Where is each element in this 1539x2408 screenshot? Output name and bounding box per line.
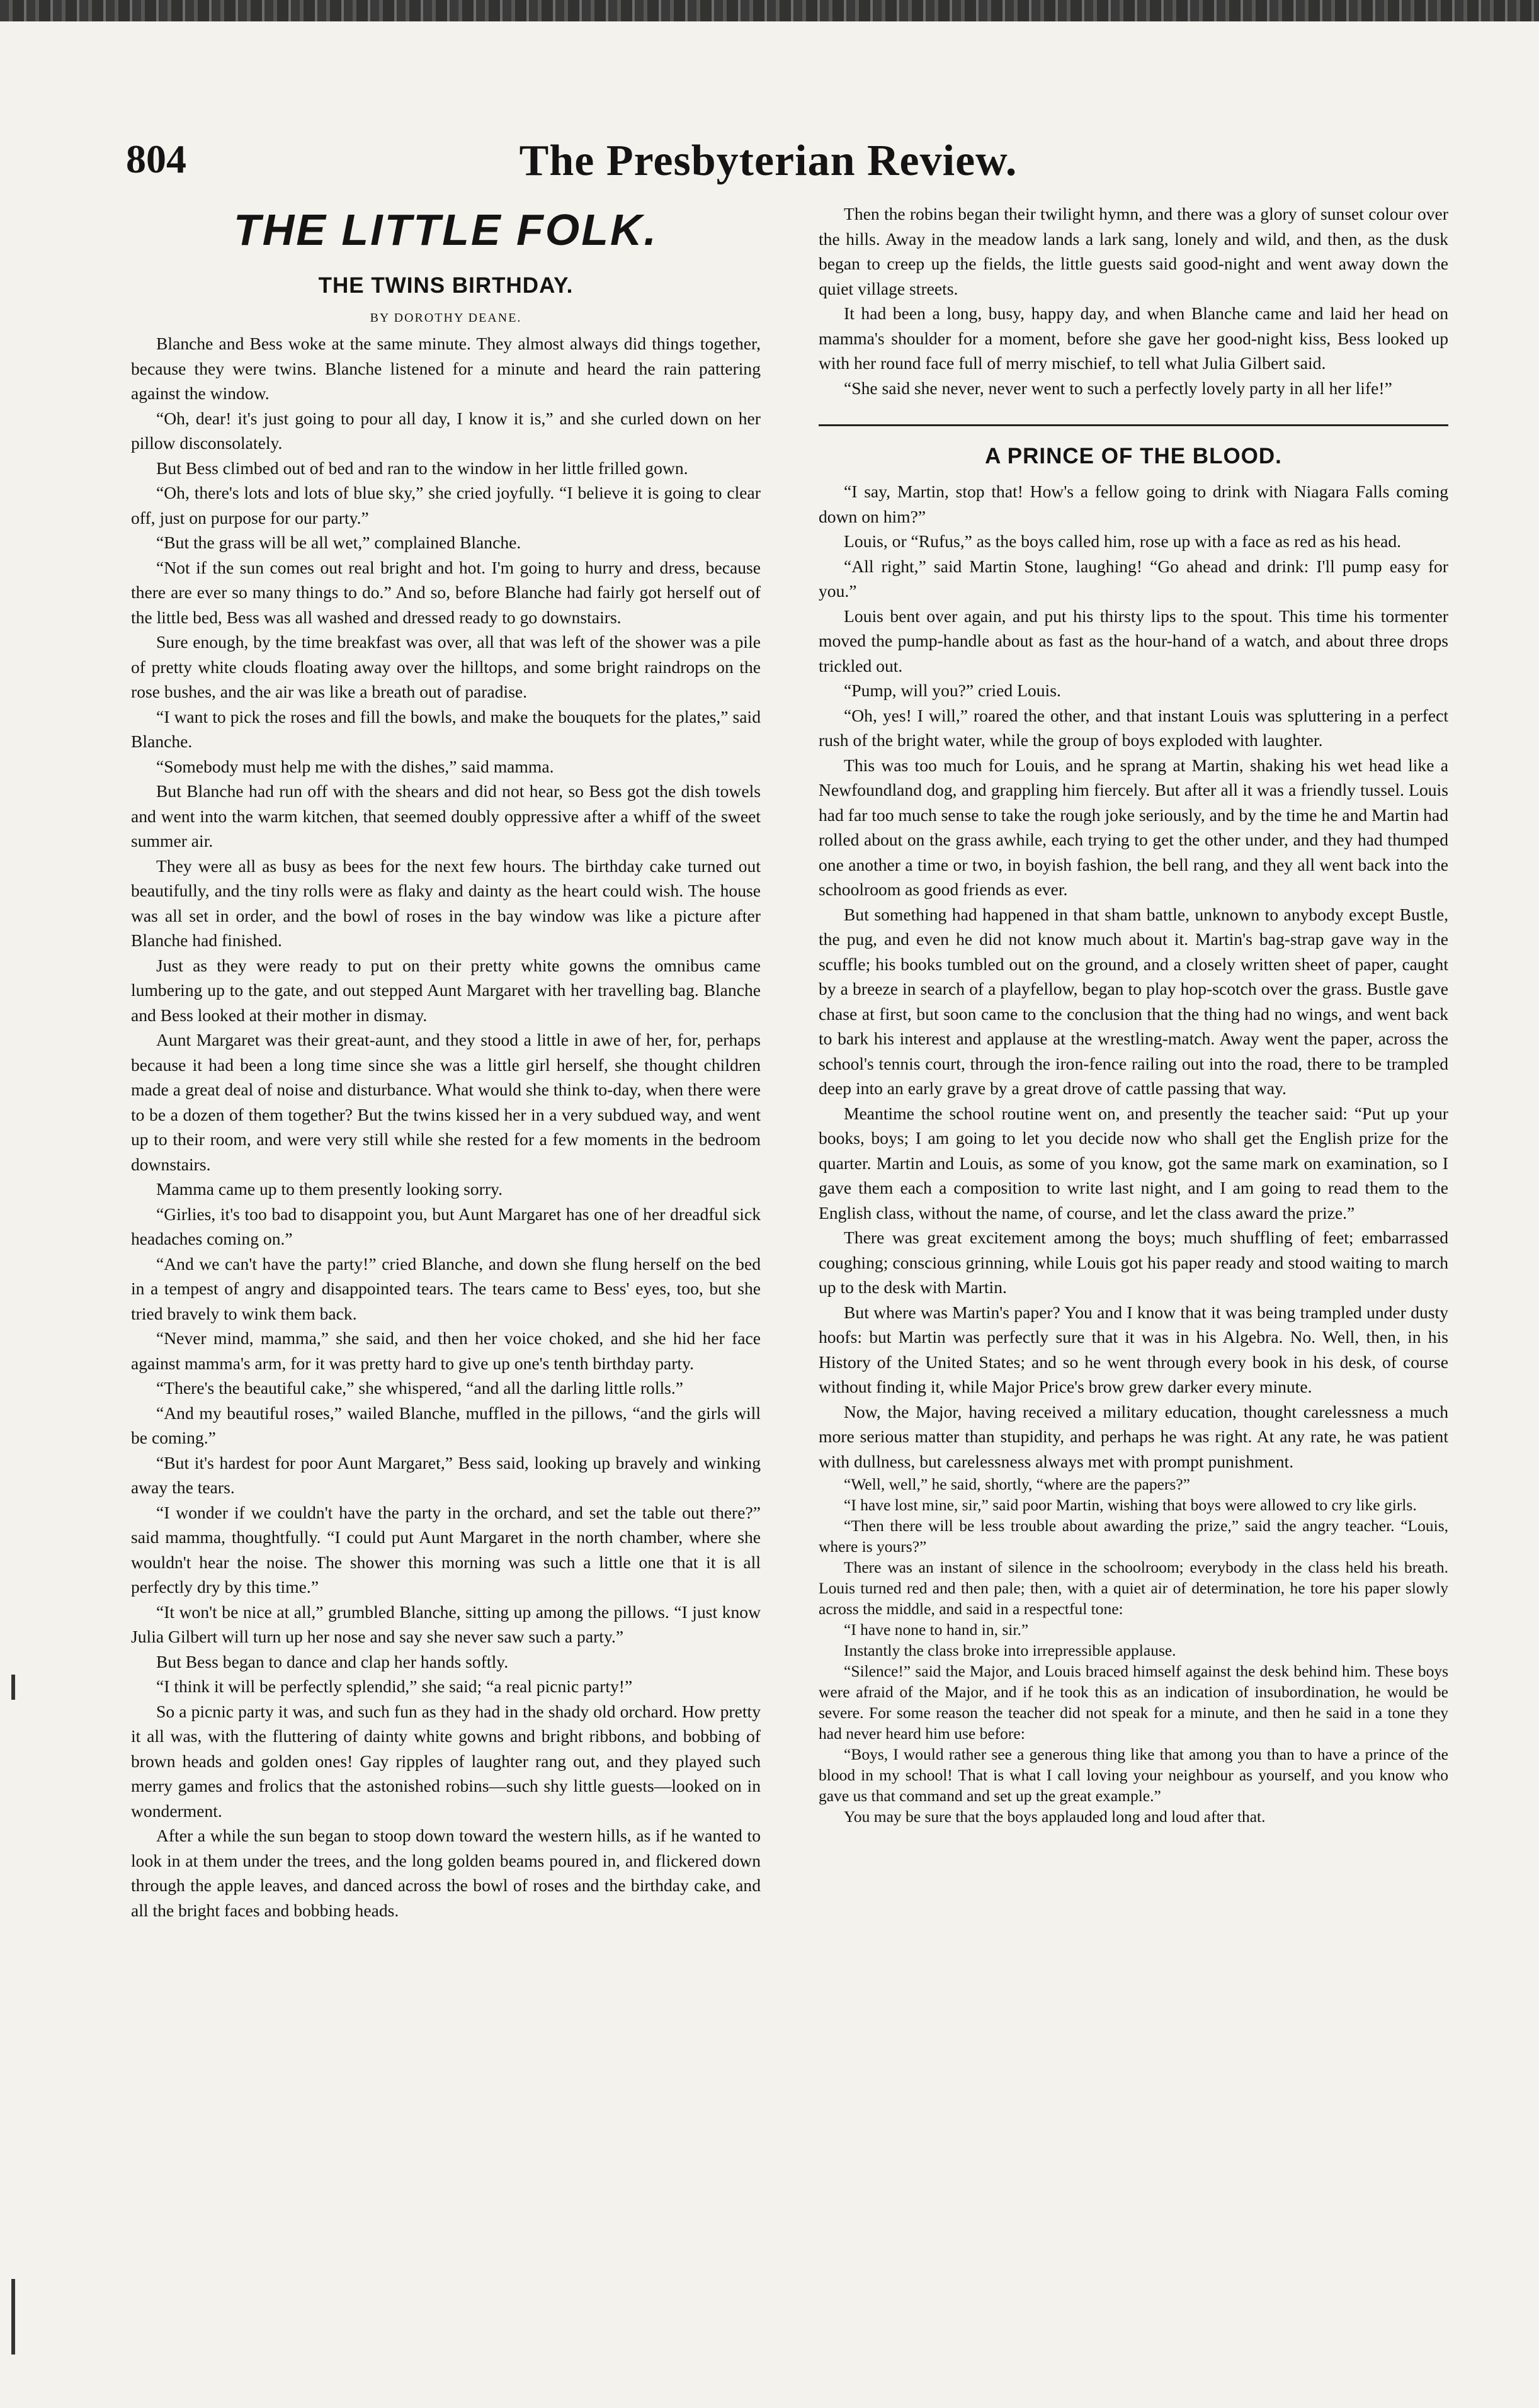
paragraph: “Well, well,” he said, shortly, “where are the papers?” [844,1475,1190,1493]
story-title: THE TWINS BIRTHDAY. [318,273,574,298]
scan-top-edge [0,0,1539,21]
right-column [819,201,1448,1827]
paragraph: You may be sure that the boys applauded long and loud after that. [844,1807,1266,1826]
paragraph: Mamma came up to them presently looking sorry. [156,1179,503,1199]
paragraph: But Bess climbed out of bed and ran to the window in her little frilled gown. [156,458,688,478]
paragraph: Just as they were ready to put on their pretty white gowns the omnibus came lumbering up to the gate, and out stepped Aunt Margaret with her travelling bag. Blanche and Bess looked at their mother in dismay. [131,955,761,1025]
paragraph: Meantime the school routine went on, and presently the teacher said: “Put up your books, boys; I am going to let you decide now who shall get the English prize for the quarter. Martin and Louis, as some of you know, got the same mark on examination, so I gave them each a composition to write last night, and I am going to read them to the English class, without the name, of course, and let the class award the prize.” [819,1103,1448,1223]
paragraph: But where was Martin's paper? You and I know that it was being trampled under dusty hoofs: but Martin was perfectly sure that it was in his Algebra. No. Well, then, in his History of the United States; and so he went through every book in his desk, of course without finding it, while Major Price's brow grew darker every minute. [819,1302,1448,1396]
story-title: A PRINCE OF THE BLOOD. [985,444,1282,468]
paragraph: “I have none to hand in, sir.” [844,1620,1029,1639]
paragraph: So a picnic party it was, and such fun as they had in the shady old orchard. How pretty it all was, with the fluttering of dainty white gowns and bright ribbons, and bobbing of brown heads and golden ones! Gay ripples of laughter rang out, and they played such merry games and frolics that the astonished robins—such shy little guests—looked on in wonderment. [131,1701,761,1821]
paragraph: Louis bent over again, and put his thirsty lips to the spout. This time his tormenter moved the pump-handle about as fast as the hour-hand of a watch, and about three drops trickled out. [819,606,1448,675]
paragraph: “And my beautiful roses,” wailed Blanche, muffled in the pillows, “and the girls will be coming.” [131,1403,761,1447]
paragraph: “All right,” said Martin Stone, laughing! “Go ahead and drink: I'll pump easy for you.” [819,556,1448,601]
paragraph: “But it's hardest for poor Aunt Margaret,” Bess said, looking up bravely and winking away the tears. [131,1452,761,1497]
paragraph: Then the robins began their twilight hymn, and there was a glory of sunset colour over the hills. Away in the meadow lands a lark sang, lonely and wild, and then, as the dusk began to creep up the fields, the little guests said good-night and went away down the quiet village streets. [819,204,1448,298]
paragraph: “I wonder if we couldn't have the party in the orchard, and set the table out there?” said mamma, thoughtfully. “I could put Aunt Margaret in the north chamber, where she wouldn't hear the noise. The shower this morning was such a little one that it is all perfectly dry by this time.” [131,1502,761,1597]
paragraph: Instantly the class broke into irrepressible applause. [844,1641,1176,1659]
paragraph: “Never mind, mamma,” she said, and then her voice choked, and she hid her face against mamma's arm, for it was pretty hard to give up one's tenth birthday party. [131,1328,761,1373]
paragraph: “Then there will be less trouble about awarding the prize,” said the angry teacher. “Louis, where is yours?” [819,1517,1448,1556]
paragraph: “Oh, dear! it's just going to pour all day, I know it is,” and she curled down on her pillow disconsolately. [131,408,761,453]
paragraph: “Silence!” said the Major, and Louis braced himself against the desk behind him. These boys were afraid of the Major, and if he took this as an indication of insubordination, he would be severe. For some reason the teacher did not speak for a minute, and then he said in a tone they had never heard him use before: [819,1662,1448,1743]
section-title: THE LITTLE FOLK. [233,205,659,254]
paragraph: Now, the Major, having received a military education, thought carelessness a much more serious matter than stupidity, and perhaps he was right. At any rate, he was patient with dullness, but carelessness always met with prompt punishment. [819,1401,1448,1471]
paragraph: This was too much for Louis, and he sprang at Martin, shaking his wet head like a Newfoundland dog, and grappling him fiercely. But after all it was a friendly tussel. Louis had far too much sense to take the rough joke seriously, and by the time he and Martin had rolled about on the grass awhile, each trying to get the other under, and they had thumped one another a time or two, in boyish fashion, the bell rang, and they all went back into the schoolroom as good friends as ever. [819,755,1448,899]
paragraph: “It won't be nice at all,” grumbled Blanche, sitting up among the pillows. “I just know Julia Gilbert will turn up her nose and say she never saw such a party.” [131,1602,761,1646]
byline: BY DOROTHY DEANE. [370,311,522,325]
paragraph: “I have lost mine, sir,” said poor Martin, wishing that boys were allowed to cry like girls. [844,1496,1417,1514]
scan-margin-mark [11,1675,15,1700]
paragraph: They were all as busy as bees for the next few hours. The birthday cake turned out beautifully, and the tiny rolls were as flaky and dainty as the heart could wish. The house was all set in order, and the bowl of roses in the bay window was like a picture after Blanche had finished. [131,856,761,950]
paragraph: Aunt Margaret was their great-aunt, and they stood a little in awe of her, for, perhaps because it had been a long time since she was a little girl herself, she thought children made a great deal of noise and disturbance. What would she think to-day, when there were to be a dozen of them together? But the twins kissed her in a very subdued way, and went up to their room, and were very still while she rested for a few moments in the bedroom downstairs. [131,1030,761,1174]
paragraph: But Bess began to dance and clap her hands softly. [156,1651,509,1671]
paragraph: “Oh, yes! I will,” roared the other, and that instant Louis was spluttering in a perfect rush of the bright water, while the group of boys exploded with laughter. [819,705,1448,750]
paragraph: “Oh, there's lots and lots of blue sky,” she cried joyfully. “I believe it is going to clear off, just on purpose for our party.” [131,483,761,528]
paragraph: “But the grass will be all wet,” complained Blanche. [156,533,521,552]
paragraph: “She said she never, never went to such a perfectly lovely party in all her life!” [844,378,1392,398]
paragraph: But Blanche had run off with the shears and did not hear, so Bess got the dish towels and went into the warm kitchen, that seemed doubly oppressive after a whiff of the sweet summer air. [131,781,761,851]
paragraph: It had been a long, busy, happy day, and when Blanche came and laid her head on mamma's shoulder for a moment, before she gave her good-night kiss, Bess looked up with her round face full of merry mischief, to tell what Julia Gilbert said. [819,303,1448,373]
paragraph: “Girlies, it's too bad to disappoint you, but Aunt Margaret has one of her dreadful sick headaches coming on.” [131,1204,761,1248]
paragraph: “Not if the sun comes out real bright and hot. I'm going to hurry and dress, because there are ever so many things to do.” And so, before Blanche had fairly got herself out of the little bed, Bess was all washed and dressed ready to go downstairs. [131,557,761,627]
paragraph: There was an instant of silence in the schoolroom; everybody in the class held his breath. Louis turned red and then pale; then, with a quiet air of determination, he tore his paper slowly across the middle, and said in a respectful tone: [819,1558,1448,1618]
journal-title: The Presbyterian Review. [519,137,1018,185]
paragraph: “There's the beautiful cake,” she whispered, “and all the darling little rolls.” [156,1378,684,1398]
paragraph: There was great excitement among the boys; much shuffling of feet; embarrassed coughing; conscious grinning, while Louis got his paper ready and stood waiting to march up to the desk with Martin. [819,1228,1448,1297]
paragraph: “Boys, I would rather see a generous thing like that among you than to have a prince of the blood in my school! That is what I call loving your neighbour as yourself, and you know who gave us that command and set up the great example.” [819,1745,1448,1805]
paragraph: “I say, Martin, stop that! How's a fellow going to drink with Niagara Falls coming down on him?” [819,482,1448,526]
paragraph: “Pump, will you?” cried Louis. [844,681,1061,700]
scan-margin-mark [11,2279,15,2354]
paragraph: “I want to pick the roses and fill the bowls, and make the bouquets for the plates,” said Blanche. [131,706,761,751]
page-header [126,136,1411,205]
paragraph: Blanche and Bess woke at the same minute. They almost always did things together, because they were twins. Blanche listened for a minute and heard the rain pattering against the window. [131,334,761,403]
paragraph: “Somebody must help me with the dishes,” said mamma. [156,756,554,776]
paragraph: But something had happened in that sham battle, unknown to anybody except Bustle, the pug, and even he did not know much about it. Martin's bag-strap gave way in the scuffle; his books tumbled out on the ground, and a closely written sheet of paper, caught by a breeze in search of a playfellow, began to play hop-scotch over the grass. Bustle gave chase at first, but soon came to the conclusion that the thing had no wings, and went back to bark his interest and applause at the wrestling-match. Away went the paper, across the school's tennis court, through the iron-fence railing out into the road, there to be trampled deep into an early grave by a great drove of cattle passing that way. [819,904,1448,1098]
paragraph: Louis, or “Rufus,” as the boys called him, rose up with a face as red as his head. [844,531,1402,551]
section-divider [819,424,1448,426]
paragraph: “I think it will be perfectly splendid,” she said; “a real picnic party!” [156,1676,633,1696]
paragraph: “And we can't have the party!” cried Blanche, and down she flung herself on the bed in a tempest of angry and disappointed tears. The tears came to Bess' eyes, too, but she tried bravely to wink them back. [131,1253,761,1323]
page-number: 804 [126,137,186,181]
paragraph: After a while the sun began to stoop down toward the western hills, as if he wanted to look in at them under the trees, and the long golden beams poured in, and flickered down through the apple leaves, and danced across the bowl of roses and the birthday cake, and all the bright faces and bobbing heads. [131,1826,761,1920]
paragraph: Sure enough, by the time breakfast was over, all that was left of the shower was a pile of pretty white clouds floating away over the hilltops, and some bright raindrops on the rose bushes, and the air was like a breath out of paradise. [131,632,761,701]
left-column [131,201,761,1923]
